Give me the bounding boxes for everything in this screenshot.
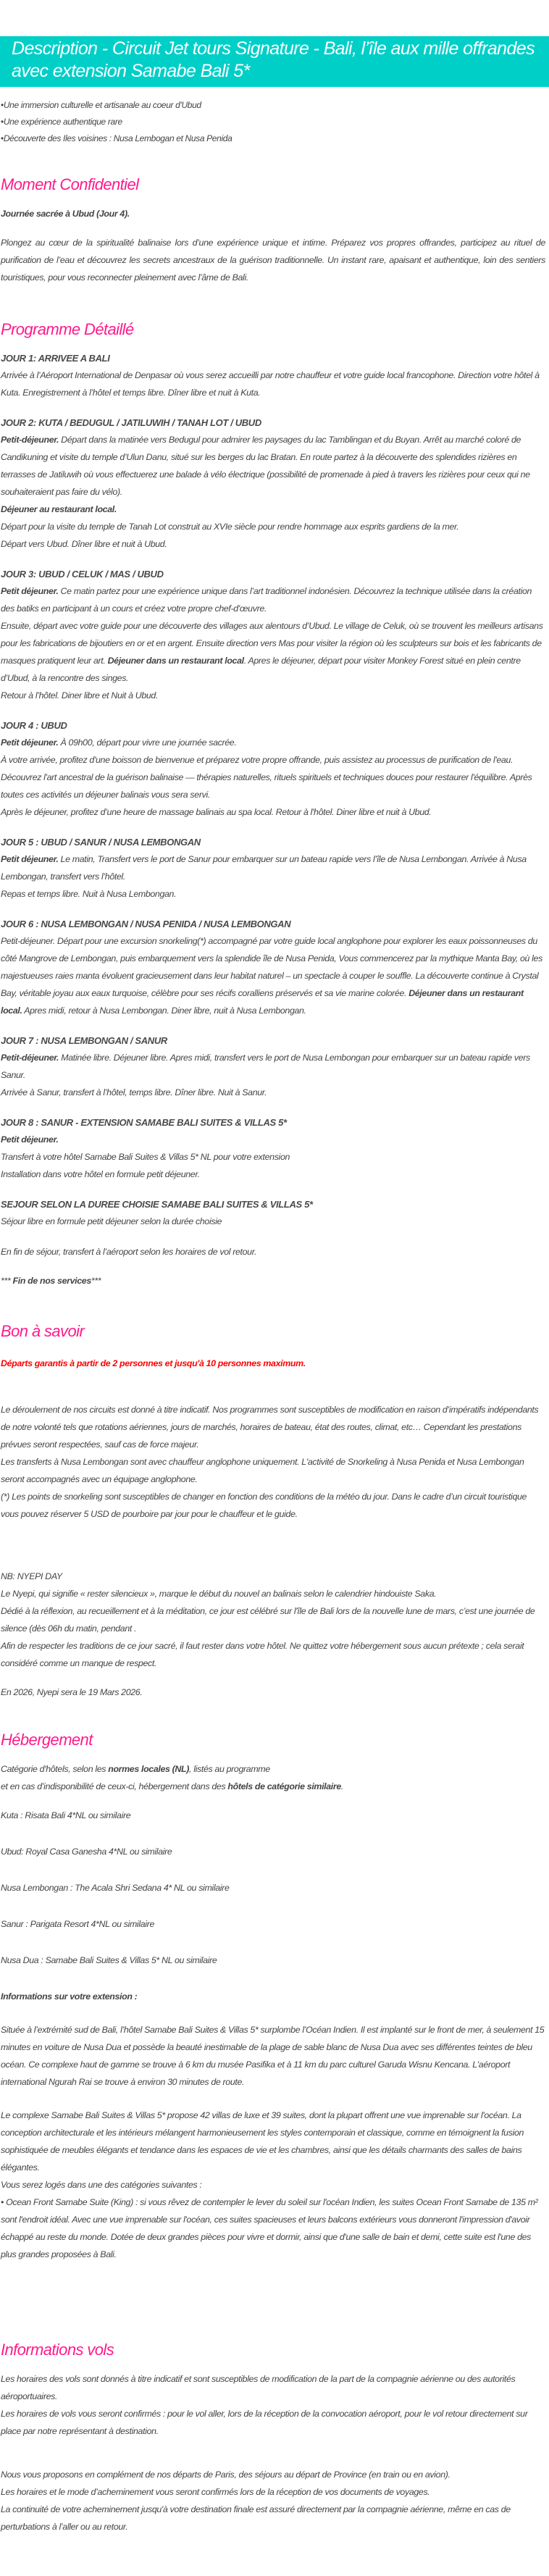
day-title: JOUR 6 : NUSA LEMBONGAN / NUSA PENIDA / NUSA LEMBONGAN	[1, 919, 291, 929]
section-heading-bon-a-savoir: Bon à savoir	[1, 1322, 85, 1340]
nyepi-line: Le Nyepi, qui signifie « rester silencieux », marque le début du nouvel an balinais selon le calendrier hindouiste Saka.	[1, 1589, 437, 1599]
text: Retour à l’hôtel. Diner libre et Nuit à Ubud.	[1, 690, 159, 701]
bold-text: Petit-déjeuner.	[1, 435, 59, 445]
end-services	[1, 1272, 545, 1289]
suite-bullet: • Ocean Front Samabe Suite (King) : si vous rêvez de contempler le lever du soleil sur l'océan Indien, les suites Ocean Front Samabe de 135 m² sont l'endroit idéal. Avec une vue imprenable sur l'océan, ces suites spacieuses et leurs balcons extérieurs vous donneront l'impression d'avoir échappé au reste du monde. Dotée de deux grandes pièces pour vivre et dormir, ainsi que d'une salle de bain et demi, cette suite est l'une des plus grandes proposées à Bali.	[1, 2197, 538, 2259]
day-description	[1, 751, 545, 803]
text: Arrivée à l’Aéroport International de Denpasar où vous serez accueilli par notre chauffeur et votre guide local francophone. Direction votre hôtel à Kuta. Enregistrement à l’hôtel et temps libre. Dîner libre et nuit à Kuta.	[1, 370, 540, 398]
text: Le matin, Transfert vers le port de Sanur pour embarquer sur un bateau rapide vers l’île de Nusa Lembongan. Arrivée à Nusa Lembongan, transfert vers l’hôtel.	[1, 854, 527, 882]
day-description	[1, 1148, 545, 1166]
extension-title: Informations sur votre extension :	[1, 1991, 138, 2002]
day-description	[1, 687, 545, 704]
moment-subtitle: Journée sacrée à Ubud (Jour 4).	[1, 209, 130, 219]
nyepi-block	[1, 1568, 545, 1672]
day-description	[1, 518, 545, 535]
section-heading-hebergement: Hébergement	[1, 1731, 93, 1749]
day-description	[1, 885, 545, 903]
text: et en cas d’indisponibilité de ceux-ci, hébergement dans des	[1, 1781, 228, 1791]
day-description	[1, 1049, 545, 1084]
extension-paragraph-2	[1, 2107, 545, 2263]
text: À 09h00, départ pour vivre une journée sacrée.	[58, 737, 237, 748]
highlights-list	[1, 97, 545, 147]
day-title: JOUR 5 : UBUD / SANUR / NUSA LEMBONGAN	[1, 837, 201, 848]
day-block	[1, 1114, 545, 1183]
day-block	[1, 414, 545, 553]
vols-line: Les horaires et le mode d’acheminement vous seront confirmés lors de la réception de vos documents de voyages.	[1, 2487, 430, 2497]
day-description	[1, 1213, 545, 1230]
highlight-item: • Une immersion culturelle et artisanale au coeur d'Ubud	[1, 97, 545, 114]
day-title: JOUR 7 : NUSA LEMBONGAN / SANUR	[1, 1035, 167, 1046]
text: Transfert à votre hôtel Samabe Bali Suites & Villas 5* NL pour votre extension	[1, 1152, 290, 1162]
nyepi-line: Dédié à la réflexion, au recueillement et à la méditation, ce jour est célébré sur l'île de Bali lors de la nouvelle lune de mars, c’est une journée de silence (dès 06h du matin, pendant .	[1, 1606, 535, 1634]
text: Après le déjeuner, profitez d’une heure de massage balinais au spa local. Retour à l'hôtel. Diner libre et nuit à Ubud.	[1, 807, 432, 817]
day-description	[1, 932, 545, 1019]
programme-days	[1, 350, 545, 1230]
vols-paragraph-1	[1, 2370, 545, 2440]
bold-text: Petit déjeuner.	[1, 737, 59, 748]
section-heading-vols: Informations vols	[1, 2341, 114, 2359]
day-description	[1, 501, 545, 518]
day-block	[1, 1196, 545, 1230]
vols-line: Les horaires de vols vous seront confirmés : pour le vol aller, lors de la réception de la convocation aéroport, pour le vol retour directement sur place par notre représentant à destination.	[1, 2409, 528, 2436]
day-block	[1, 350, 545, 401]
hebergement-intro-line	[1, 1778, 545, 1795]
nyepi-title: NB: NYEPI DAY	[1, 1571, 62, 1581]
text: Départ dans la matinée vers Bedugul pour admirer les paysages du lac Tamblingan et du Buyan. Arrêt au marché coloré de Candikuning et visite du temple d’Ulun Danu, situé sur les berges du lac Bratan. En route partez à la découverte des splendides rizières en terrasses de Jatiluwih où vous effectuerez une balade à vélo électrique (possibilité de promenade à pied à travers les rizières pour ceux qui ne souhaiteraient pas faire du vélo).	[1, 435, 530, 497]
day-description	[1, 431, 545, 501]
guarantee-note: Départs garantis à partir de 2 personnes et jusqu'à 10 personnes maximum.	[1, 1358, 306, 1368]
bold-text: Petit déjeuner.	[1, 1134, 59, 1145]
text: , listés au programme	[189, 1764, 270, 1774]
bold-text: Déjeuner au restaurant local.	[1, 504, 117, 514]
bold-text: Déjeuner dans un restaurant local	[107, 656, 244, 666]
text: À votre arrivée, profitez d'une boisson de bienvenue et préparez votre propre offrande, puis assistez au processus de purification de l'eau. Découvrez l'art ancestral de la guérison balinaise — thérapies naturelles, rituels spirituels et techniques douces pour restaurer l'équilibre. Après toutes ces activités un déjeuner balinais vous sera servi.	[1, 755, 532, 800]
day-block	[1, 834, 545, 903]
day-description	[1, 535, 545, 553]
extension-line: Vous serez logés dans une des catégories suivantes :	[1, 2180, 202, 2190]
bold-text: Déjeuner dans un restaurant local.	[1, 988, 524, 1016]
day-description	[1, 734, 545, 751]
text: Ensuite, départ avec votre guide pour une découverte des villages aux alentours d’Ubud. Le village de Celuk, où se trouvent les meilleurs artisans pour les fabrications de bijoutiers en or et en argent. Ensuite direction vers Mas pour visiter la région où les sculpteurs sur bois et les fabricants de masques pratiquent leur art.	[1, 621, 543, 666]
conditions-line: (*) Les points de snorkeling sont susceptibles de changer en fonction des conditions de la météo du jour. Dans le cadre d’un circuit touristique vous pouvez réserver 5 USD de pourboire par jour pour le chauffeur et le guide.	[1, 1492, 527, 1519]
highlight-item: • Une expérience authentique rare	[1, 114, 545, 130]
hotel-item: Nusa Lembongan : The Acala Shri Sedana 4* NL ou similaire	[1, 1883, 230, 1893]
text: .	[340, 1781, 344, 1791]
hebergement-intro	[1, 1760, 545, 1795]
day-description	[1, 1131, 545, 1148]
day-block	[1, 916, 545, 1019]
text: Séjour libre en formule petit déjeuner selon la durée choisie	[1, 1216, 222, 1226]
text: Matinée libre. Déjeuner libre. Apres midi, transfert vers le port de Nusa Lembongan pour embarquer sur un bateau rapide vers Sanur.	[1, 1053, 530, 1080]
text: . Apres le déjeuner, départ pour visiter Monkey Forest situé en plein centre d’Ubud, à la rencontre des singes.	[1, 656, 521, 683]
day-title: JOUR 1: ARRIVEE A BALI	[1, 353, 110, 364]
text: Petit-déjeuner. Départ pour une excursion snorkeling(*) accompagné par votre guide local anglophone pour explorer les eaux poissonneuses du côté Mangrove de Lembongan, puis embarquement vers la splendide île de Nusa Penida, Vous commencerez par la mythique Manta Bay, où les majestueuses raies manta évoluent gracieusement dans leur habitat naturel – un spectacle à couper le souffle. La découverte continue à Crystal Bay, véritable joyau aux eaux turquoise, célèbre pour ses récifs coralliens préservés et sa vie marine colorée.	[1, 936, 542, 998]
day-title: JOUR 8 : SANUR - EXTENSION SAMABE BALI SUITES & VILLAS 5*	[1, 1117, 287, 1128]
text: Arrivée à Sanur, transfert à l’hôtel, temps libre. Dîner libre. Nuit à Sanur.	[1, 1087, 267, 1097]
end-services-prefix: ***	[1, 1276, 13, 1286]
end-transfer: En fin de séjour, transfert à l’aéroport selon les horaires de vol retour.	[1, 1247, 257, 1257]
end-services-suffix: ***	[91, 1276, 101, 1286]
day-description	[1, 803, 545, 821]
text: Ce matin partez pour une expérience unique dans l’art traditionnel indonésien. Découvrez la technique utilisée dans la création des batiks en participant à un cours et créez votre propre chef-d'œuvre.	[1, 586, 532, 614]
conditions-line: Le déroulement de nos circuits est donné à titre indicatif. Nos programmes sont susceptibles de modification en raison d’impératifs indépendants de notre volonté tels que rotations aériennes, jours de marchés, horaires de bateau, état des routes, climat, etc… Cependant les prestations prévues seront respectées, sauf cas de force majeur.	[1, 1405, 539, 1450]
text: Départ vers Ubud. Dîner libre et nuit à Ubud.	[1, 539, 167, 549]
day-block	[1, 566, 545, 704]
day-title: SEJOUR SELON LA DUREE CHOISIE SAMABE BALI SUITES & VILLAS 5*	[1, 1199, 313, 1210]
hotel-item: Sanur : Parigata Resort 4*NL ou similaire	[1, 1919, 155, 1929]
hotel-item: Nusa Dua : Samabe Bali Suites & Villas 5* NL ou similaire	[1, 1955, 217, 1965]
text: Installation dans votre hôtel en formule petit déjeuner.	[1, 1169, 200, 1179]
nyepi-date: En 2026, Nyepi sera le 19 Mars 2026.	[1, 1687, 143, 1697]
day-description	[1, 367, 545, 401]
day-title: JOUR 3: UBUD / CELUK / MAS / UBUD	[1, 569, 164, 580]
section-heading-programme: Programme Détaillé	[1, 320, 134, 338]
bold-text: Petit déjeuner.	[1, 586, 59, 596]
title-band	[0, 36, 549, 87]
day-title: JOUR 4 : UBUD	[1, 720, 67, 731]
vols-line: Nous vous proposons en complément de nos départs de Paris, des séjours au départ de Province (en train ou en avion).	[1, 2470, 450, 2480]
hotel-item: Kuta : Risata Bali 4*NL ou similaire	[1, 1810, 131, 1820]
bold-text: Petit déjeuner.	[1, 854, 59, 864]
day-block	[1, 717, 545, 821]
conditions-line: Les transferts à Nusa Lembongan sont avec chauffeur anglophone uniquement. L'activité de Snorkeling à Nusa Penida et Nusa Lembongan seront accompagnés avec un équipage anglophone.	[1, 1457, 524, 1484]
day-block	[1, 1032, 545, 1101]
hotel-item: Ubud: Royal Casa Ganesha 4*NL ou similaire	[1, 1847, 172, 1857]
text: Départ pour la visite du temple de Tanah Lot construit au XVIe siècle pour rendre hommage aux esprits gardiens de la mer.	[1, 522, 459, 532]
day-description	[1, 1084, 545, 1101]
day-description	[1, 850, 545, 885]
day-description	[1, 1166, 545, 1183]
bold-text: hôtels de catégorie similaire	[227, 1781, 341, 1791]
conditions-paragraph	[1, 1401, 545, 1523]
vols-line: La continuité de votre acheminement jusqu'à votre destination finale est assuré directement par la compagnie aérienne, même en cas de perturbations à l’aller ou au retour.	[1, 2504, 511, 2532]
extension-line: Le complexe Samabe Bali Suites & Villas 5* propose 42 villas de luxe et 39 suites, dont la plupart offrent une vue imprenable sur l'océan. La conception architecturale et les intérieurs mélangent harmonieusement les styles contemporain et classique, comme en témoignent la fusion sophistiquée de meubles élégants et tendance dans les espaces de vie et les chambres, ainsi que les détails charmants des salles de bains élégantes.	[1, 2110, 524, 2173]
moment-text: Plongez au cœur de la spiritualité balinaise lors d’une expérience unique et intime. Préparez vos propres offrandes, participez au rituel de purification de l’eau et découvrez les secrets ancestraux de la guérison traditionnelle. Un instant rare, apaisant et authentique, loin des sentiers touristiques, pour vous reconnecter pleinement avec l’âme de Bali.	[1, 238, 545, 283]
end-services-label: Fin de nos services	[12, 1276, 91, 1286]
hebergement-intro-line	[1, 1760, 545, 1778]
spacer	[1, 2275, 545, 2340]
spacer	[1, 1534, 545, 1568]
text: Apres midi, retour à Nusa Lembongan. Diner libre, nuit à Nusa Lembongan.	[22, 1005, 306, 1016]
content	[0, 97, 545, 2535]
text: Repas et temps libre. Nuit à Nusa Lembongan.	[1, 889, 177, 899]
bold-text: Petit-déjeuner.	[1, 1053, 59, 1063]
page-title: Description - Circuit Jet tours Signature - Bali, l’île aux mille offrandes avec extension Samabe Bali 5*	[12, 38, 535, 81]
text: Catégorie d'hôtels, selon les	[1, 1764, 109, 1774]
vols-paragraph-2	[1, 2466, 545, 2535]
day-title: JOUR 2: KUTA / BEDUGUL / JATILUWIH / TANAH LOT / UBUD	[1, 417, 261, 428]
section-heading-moment: Moment Confidentiel	[1, 175, 139, 193]
nyepi-line: Afin de respecter les traditions de ce jour sacré, il faut rester dans votre hôtel. Ne quittez votre hébergement sous aucun prétexte ; cela serait considéré comme un manque de respect.	[1, 1641, 524, 1668]
extension-paragraph-1: Située à l’extrémité sud de Bali, l’hôtel Samabe Bali Suites & Villas 5* surplombe l’Océan Indien. Il est implanté sur le front de mer, à seulement 15 minutes en voiture de Nusa Dua et possède la beauté inestimable de la plage de sable blanc de Nusa Dua avec ses différentes teintes de bleu océan. Ce complexe haut de gamme se trouve à 6 km du musée Pasifika et à 11 km du parc culturel Garuda Wisnu Kencana. L'aéroport international Ngurah Rai se trouve à environ 30 minutes de route.	[1, 2025, 545, 2087]
vols-line: Les horaires des vols sont donnés à titre indicatif et sont susceptibles de modification de la part de la compagnie aérienne ou des autorités aéroportuaires.	[1, 2374, 516, 2401]
bold-text: normes locales (NL)	[108, 1764, 190, 1774]
day-description	[1, 582, 545, 617]
highlight-item: • Découverte des Iles voisines : Nusa Lembogan et Nusa Penida	[1, 130, 545, 147]
day-description	[1, 617, 545, 687]
